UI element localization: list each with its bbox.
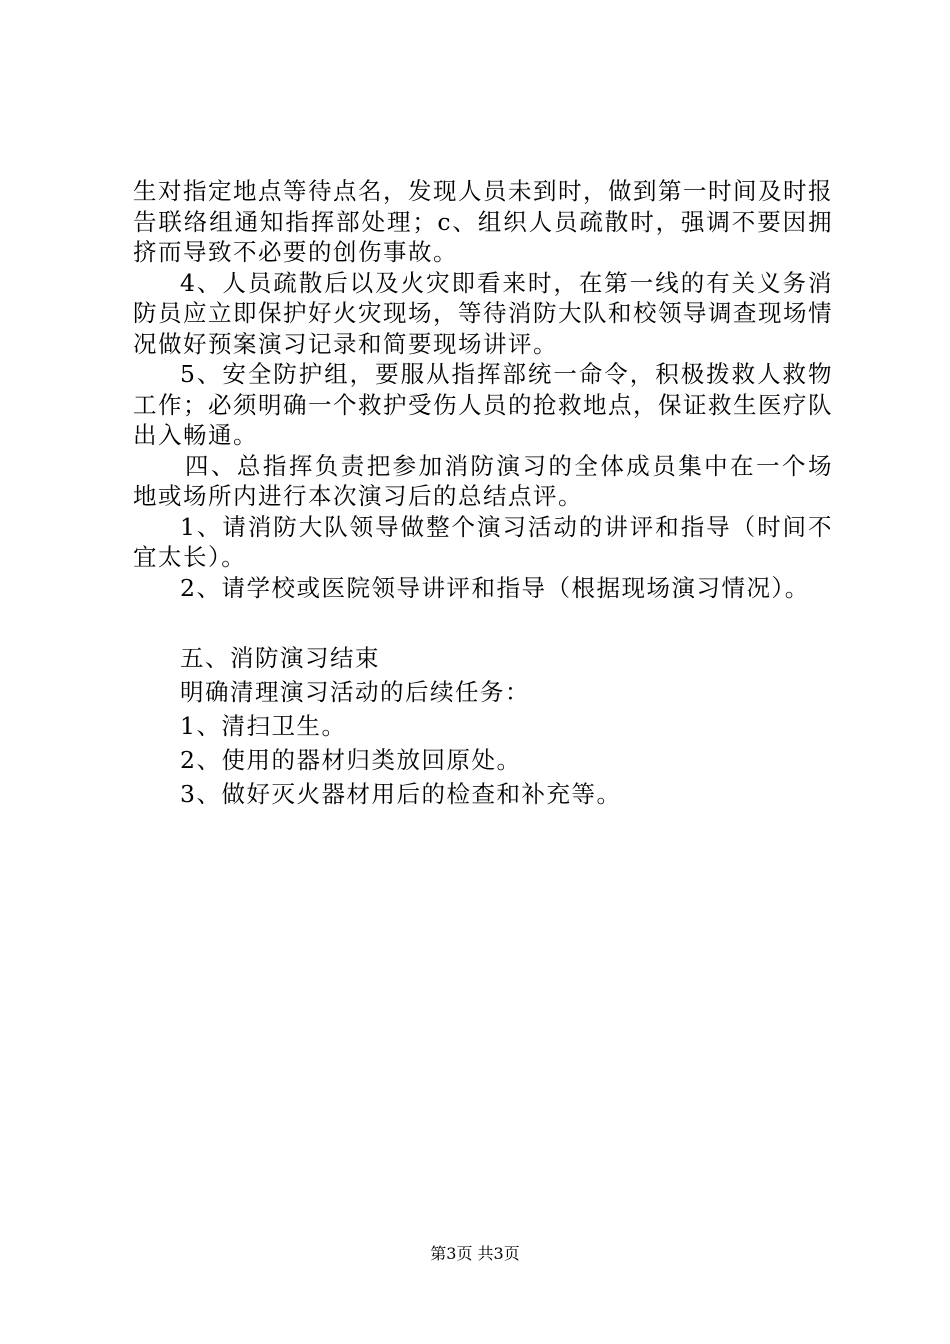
section-5-item-1: 1、清扫卫生。 [180,712,347,740]
paragraph-section-4-item-1: 1、请消防大队领导做整个演习活动的讲评和指导（时间不宜太长）。 [133,512,833,571]
section-5-item-2: 2、使用的器材归类放回原处。 [180,746,522,774]
paragraph-section-4: 四、总指挥负责把参加消防演习的全体成员集中在一个场地或场所内进行本次演习后的总结点评。 [133,451,833,510]
document-body [133,176,833,811]
section-5-intro: 明确清理演习活动的后续任务： [180,678,530,706]
page-number-footer: 第3页 共3页 [430,1244,520,1263]
section-5-item-3: 3、做好灭火器材用后的检查和补充等。 [180,780,622,808]
paragraph-item-4: 4、人员疏散后以及火灾即看来时，在第一线的有关义务消防员应立即保护好火灾现场，等待消防大队和校领导调查现场情况做好预案演习记录和简要现场讲评。 [133,268,833,358]
section-5-heading: 五、消防演习结束 [180,644,380,672]
blank-line [133,603,833,641]
paragraph-section-4-item-2: 2、请学校或医院领导讲评和指导（根据现场演习情况）。 [180,573,810,602]
paragraph-continuation: 生对指定地点等待点名，发现人员未到时，做到第一时间及时报告联络组通知指挥部处理；c、组织人员疏散时，强调不要因拥挤而导致不必要的创伤事故。 [133,177,833,266]
paragraph-item-5: 5、安全防护组，要服从指挥部统一命令，积极拨救人救物工作；必须明确一个救护受伤人员的抢救地点，保证救生医疗队出入畅通。 [133,360,833,449]
